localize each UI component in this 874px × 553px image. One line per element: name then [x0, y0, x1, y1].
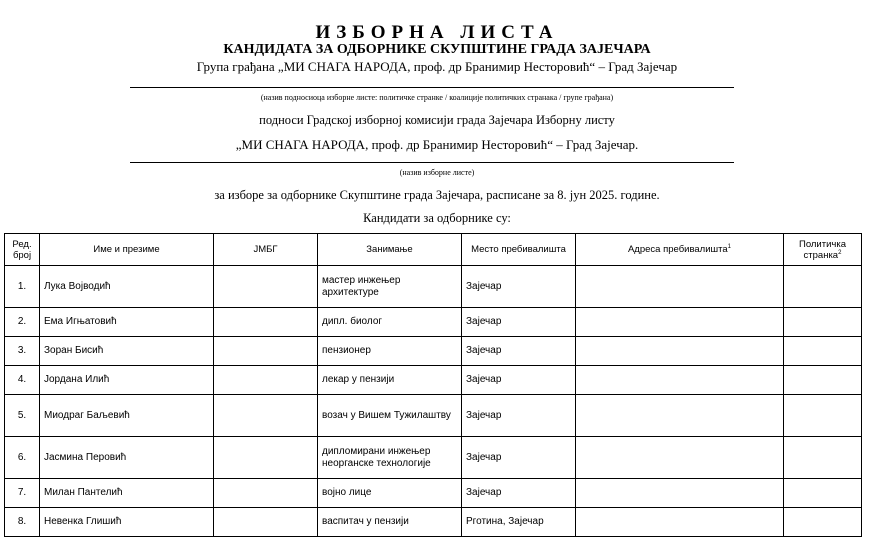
- cell-place: Зајечар: [462, 437, 576, 479]
- table-row: [5, 479, 862, 508]
- col-header-name: Име и презиме: [40, 234, 214, 266]
- cell-jmbg: [214, 479, 318, 508]
- election-statement: за изборе за одборнике Скупштине града Зајечара, расписане за 8. јун 2025. године.: [214, 188, 660, 202]
- cell-occupation: дипл. биолог: [318, 308, 462, 337]
- cell-occupation: лекар у пензији: [318, 366, 462, 395]
- col-header-place: Место пребивалишта: [462, 234, 576, 266]
- submitter-name: Група грађана „МИ СНАГА НАРОДА, проф. др Бранимир Несторовић“ – Град Зајечар: [196, 59, 678, 74]
- table-row: [5, 308, 862, 337]
- cell-party: [784, 479, 862, 508]
- cell-address: [576, 266, 784, 308]
- cell-jmbg: [214, 337, 318, 366]
- cell-jmbg: [214, 308, 318, 337]
- cell-place: Зајечар: [462, 395, 576, 437]
- document-title: ИЗБОРНА ЛИСТА: [315, 22, 559, 43]
- cell-name: Јасмина Перовић: [40, 437, 214, 479]
- list-name-underline: [130, 162, 734, 163]
- footnote-marker: 1: [727, 243, 732, 250]
- cell-name: Миодраг Баљевић: [40, 395, 214, 437]
- cell-number: 7.: [5, 479, 40, 508]
- cell-occupation: војно лице: [318, 479, 462, 508]
- cell-place: Зајечар: [462, 337, 576, 366]
- cell-occupation: возач у Вишем Тужилаштву: [318, 395, 462, 437]
- footnote-marker: 2: [838, 249, 842, 256]
- cell-party: [784, 437, 862, 479]
- list-name-caption: (назив изборне листе): [399, 168, 475, 177]
- cell-occupation: дипломирани инжењер неорганске технологије: [318, 437, 462, 479]
- table-row: [5, 437, 862, 479]
- cell-address: [576, 395, 784, 437]
- col-header-occupation: Занимање: [318, 234, 462, 266]
- cell-name: Милан Пантелић: [40, 479, 214, 508]
- cell-occupation: пензионер: [318, 337, 462, 366]
- cell-number: 8.: [5, 508, 40, 537]
- table-row: [5, 395, 862, 437]
- cell-name: Јордана Илић: [40, 366, 214, 395]
- cell-address: [576, 508, 784, 537]
- cell-occupation: мастер инжењер архитектуре: [318, 266, 462, 308]
- document-subtitle: КАНДИДАТА ЗА ОДБОРНИКЕ СКУПШТИНЕ ГРАДА ЗАЈЕЧАРА: [223, 42, 651, 57]
- table-row: [5, 366, 862, 395]
- cell-party: [784, 508, 862, 537]
- cell-jmbg: [214, 366, 318, 395]
- cell-occupation: васпитач у пензији: [318, 508, 462, 537]
- col-header-party: Политичка странка$^2$: [784, 234, 862, 266]
- cell-address: [576, 437, 784, 479]
- cell-place: Зајечар: [462, 366, 576, 395]
- cell-address: [576, 366, 784, 395]
- cell-jmbg: [214, 395, 318, 437]
- cell-jmbg: [214, 266, 318, 308]
- cell-party: [784, 266, 862, 308]
- cell-party: [784, 366, 862, 395]
- submitter-caption: (назив подносиоца изборне листе: политичке странке / коалиције политичких странака / групе грађана): [260, 93, 614, 102]
- cell-name: Зоран Бисић: [40, 337, 214, 366]
- cell-number: 2.: [5, 308, 40, 337]
- cell-place: Зајечар: [462, 266, 576, 308]
- cell-address: [576, 308, 784, 337]
- submitter-underline: [130, 87, 734, 88]
- submit-statement: подноси Градској изборној комисији града Зајечара Изборну листу: [259, 113, 615, 127]
- cell-place: Зајечар: [462, 308, 576, 337]
- col-header-number: Ред. број: [5, 234, 40, 266]
- col-header-jmbg: ЈМБГ: [214, 234, 318, 266]
- cell-number: 5.: [5, 395, 40, 437]
- candidates-table: [4, 233, 862, 537]
- col-header-address: Адреса пребивалишта$^1$: [576, 234, 784, 266]
- table-row: [5, 337, 862, 366]
- table-row: [5, 508, 862, 537]
- cell-number: 1.: [5, 266, 40, 308]
- cell-party: [784, 395, 862, 437]
- list-name: „МИ СНАГА НАРОДА, проф. др Бранимир Несторовић“ – Град Зајечар.: [235, 137, 639, 152]
- cell-name: Невенка Глишић: [40, 508, 214, 537]
- cell-party: [784, 308, 862, 337]
- cell-name: Лука Војводић: [40, 266, 214, 308]
- cell-jmbg: [214, 437, 318, 479]
- candidates-label: Кандидати за одборнике су:: [363, 211, 511, 225]
- table-header-row: [5, 234, 862, 266]
- cell-address: [576, 337, 784, 366]
- cell-number: 3.: [5, 337, 40, 366]
- cell-place: Рготина, Зајечар: [462, 508, 576, 537]
- cell-number: 6.: [5, 437, 40, 479]
- cell-address: [576, 479, 784, 508]
- cell-jmbg: [214, 508, 318, 537]
- cell-place: Зајечар: [462, 479, 576, 508]
- cell-number: 4.: [5, 366, 40, 395]
- cell-party: [784, 337, 862, 366]
- table-row: [5, 266, 862, 308]
- cell-name: Ема Игњатовић: [40, 308, 214, 337]
